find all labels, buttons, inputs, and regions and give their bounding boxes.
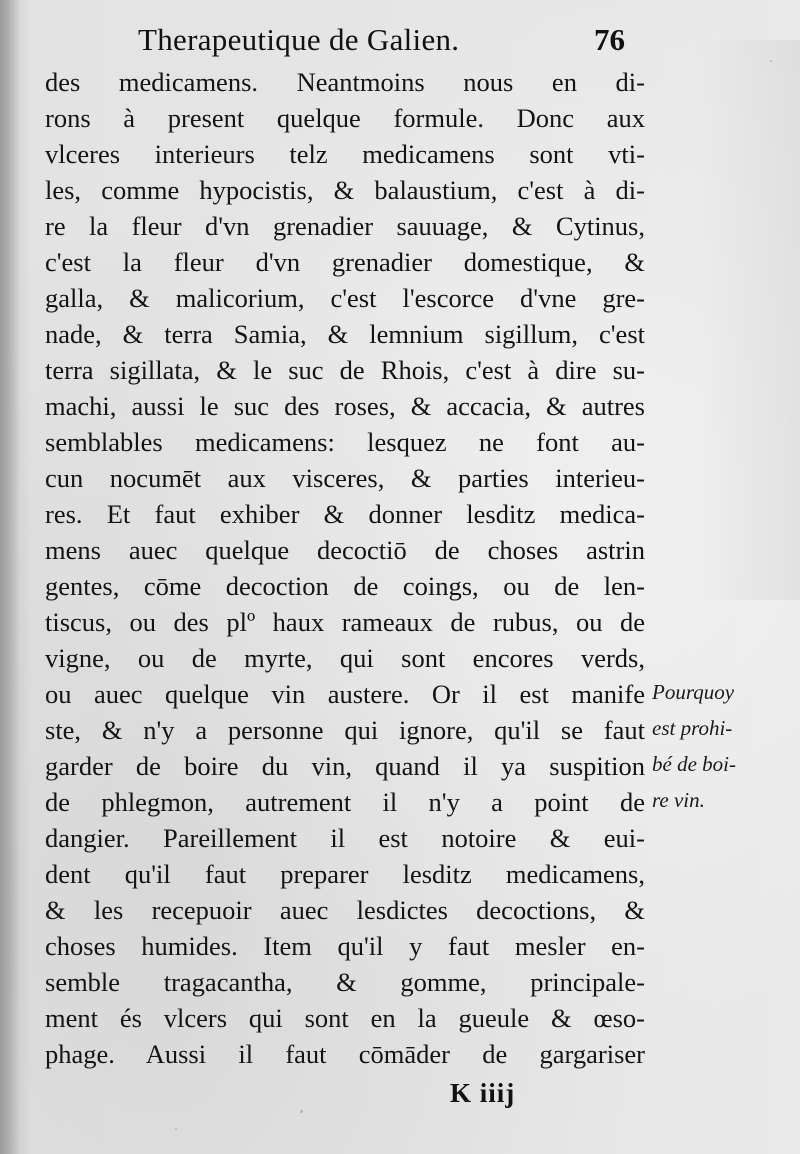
text-line: tiscus, ou des plº haux rameaux de rubus, ou de <box>45 607 645 637</box>
text-line: semblables medicamens: lesquez ne font au- <box>45 427 645 457</box>
text-line: semble tragacantha, & gomme, principale- <box>45 967 645 997</box>
text-line: ou auec quelque vin austere. Or il est manife <box>45 679 645 709</box>
text-line: garder de boire du vin, quand il ya suspition <box>45 751 645 781</box>
text-line: de phlegmon, autrement il n'y a point de <box>45 787 645 817</box>
text-line: ste, & n'y a personne qui ignore, qu'il se faut <box>45 715 645 745</box>
page-gutter-shadow <box>0 0 20 1154</box>
text-line: dent qu'il faut preparer lesditz medicamens, <box>45 859 645 889</box>
text-line: ment és vlcers qui sont en la gueule & œso- <box>45 1003 645 1033</box>
page-number: 76 <box>594 22 625 57</box>
marginal-note-line: re vin. <box>652 788 705 812</box>
text-line: & les recepuoir auec lesdictes decoctions, & <box>45 895 645 925</box>
text-line: re la fleur d'vn grenadier sauuage, & Cytinus, <box>45 211 645 241</box>
text-line: machi, aussi le suc des roses, & accacia, & autres <box>45 391 645 421</box>
paper-speck <box>300 1110 303 1113</box>
marginal-note-line: bé de boi- <box>652 752 736 776</box>
text-line: dangier. Pareillement il est notoire & eui- <box>45 823 645 853</box>
text-line: les, comme hypocistis, & balaustium, c'est à di- <box>45 175 645 205</box>
main-text-block <box>45 64 645 1072</box>
paper-speck <box>175 1128 177 1130</box>
text-line: nade, & terra Samia, & lemnium sigillum, c'est <box>45 319 645 349</box>
show-through-bleed <box>700 40 800 600</box>
marginal-note-line: est prohi- <box>652 716 733 740</box>
marginal-note <box>652 674 792 818</box>
text-line: mens auec quelque decoctiō de choses astrin <box>45 535 645 565</box>
text-line: cun nocumēt aux visceres, & parties interieu- <box>45 463 645 493</box>
page-header <box>60 22 640 66</box>
text-line: galla, & malicorium, c'est l'escorce d'vne gre- <box>45 283 645 313</box>
paper-speck <box>770 60 772 62</box>
text-line: res. Et faut exhiber & donner lesditz medica- <box>45 499 645 529</box>
marginal-note-line: Pourquoy <box>652 680 735 704</box>
text-line: vigne, ou de myrte, qui sont encores verds, <box>45 643 645 673</box>
signature-mark: K iiij <box>450 1078 516 1108</box>
running-title: Therapeutique de Galien. <box>138 22 460 57</box>
text-line: phage. Aussi il faut cōmāder de gargariser <box>45 1039 645 1069</box>
text-line: gentes, cōme decoction de coings, ou de len- <box>45 571 645 601</box>
text-line: des medicamens. Neantmoins nous en di- <box>45 67 645 97</box>
text-line: vlceres interieurs telz medicamens sont vti- <box>45 139 645 169</box>
text-line: terra sigillata, & le suc de Rhois, c'est à dire su- <box>45 355 645 385</box>
text-line: choses humides. Item qu'il y faut mesler en- <box>45 931 645 961</box>
text-line: rons à present quelque formule. Donc aux <box>45 103 645 133</box>
text-line: c'est la fleur d'vn grenadier domestique, & <box>45 247 645 277</box>
